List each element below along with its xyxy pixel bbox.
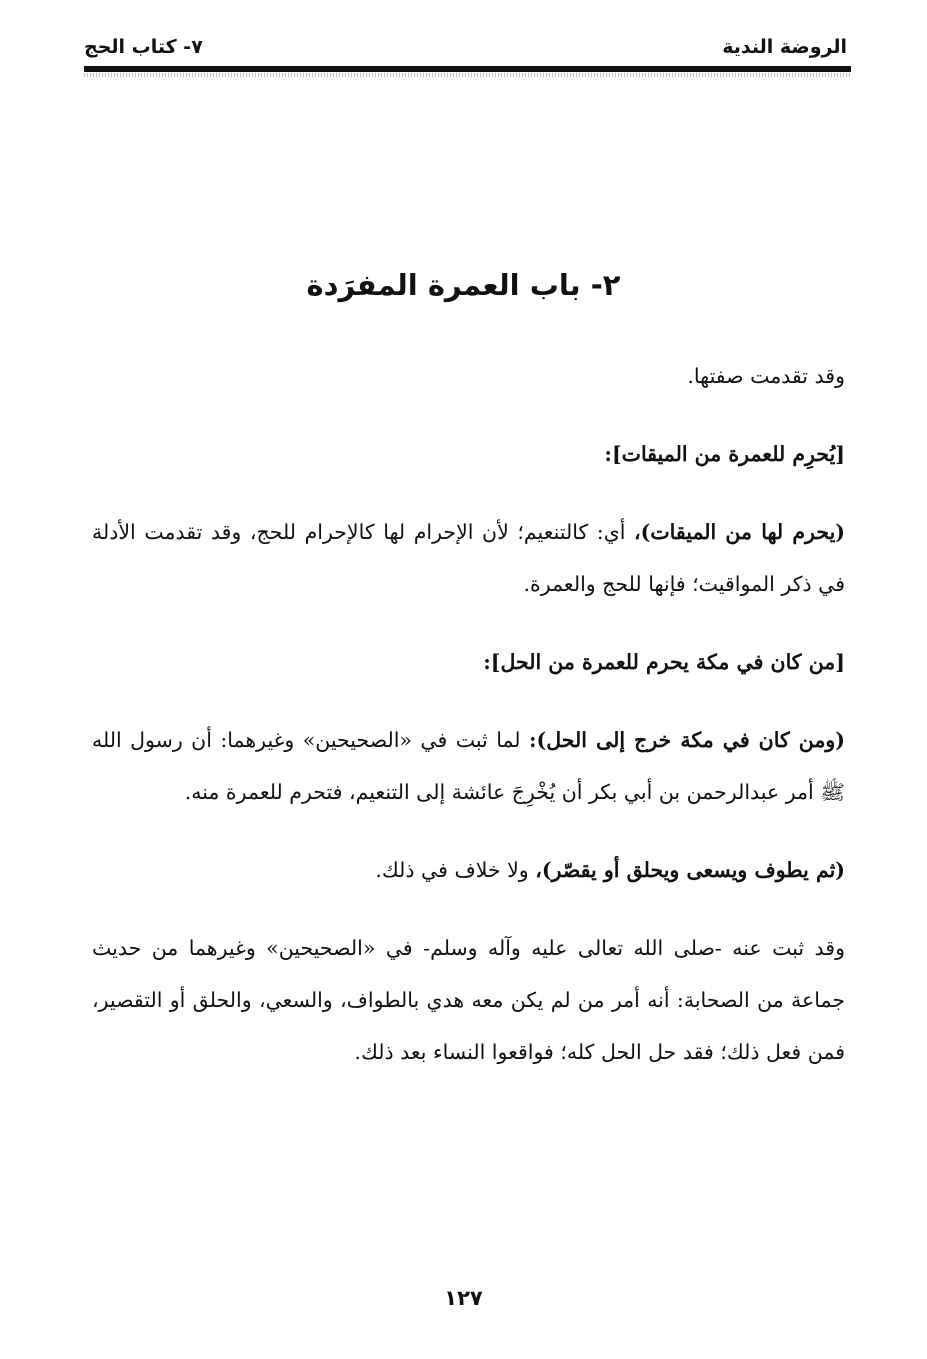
- paragraph-intro: وقد تقدمت صفتها.: [687, 364, 845, 388]
- sharh-miqat: أي: كالتنعيم؛ لأن الإحرام لها كالإحرام للحج، وقد تقدمت الأدلة في ذكر المواقيت؛ فإنها للحج والعمرة.: [92, 520, 845, 596]
- body-text: [92, 350, 845, 1104]
- sharh-tawaf: ولا خلاف في ذلك.: [375, 858, 536, 882]
- paragraph-miqat: [92, 506, 845, 610]
- book-title: الروضة الندية: [722, 36, 847, 58]
- paragraph-hadith: وقد ثبت عنه -صلى الله تعالى عليه وآله وسلم- في «الصحيحين» وغيرهما من حديث جماعة من الصحابة: أنه أمر من لم يكن معه هدي بالطواف، والسعي، والحلق أو التقصير، فمن فعل ذلك؛ فقد حل الحل كله؛ فواقعوا النساء بعد ذلك.: [92, 936, 845, 1064]
- header-rule: [84, 66, 851, 72]
- chapter-title: ٧- كتاب الحج: [84, 36, 203, 58]
- subheading-makkah: [من كان في مكة يحرم للعمرة من الحل]:: [483, 650, 845, 674]
- paragraph-makkah: [92, 714, 845, 818]
- matn-miqat: (يحرم لها من الميقات)،: [634, 520, 845, 544]
- page-number: ١٢٧: [444, 1286, 483, 1310]
- paragraph-tawaf: [92, 844, 845, 896]
- section-title: ٢- باب العمرة المفرَدة: [306, 268, 621, 302]
- matn-tawaf: (ثم يطوف ويسعى ويحلق أو يقصّر)،: [535, 858, 845, 882]
- sharh-makkah: لما ثبت في «الصحيحين» وغيرهما: أن رسول الله ﷺ أمر عبدالرحمن بن أبي بكر أن يُخْرِجَ عائشة إلى التنعيم، فتحرم للعمرة منه.: [92, 728, 845, 804]
- subheading-miqat: [يُحرِم للعمرة من الميقات]:: [604, 442, 845, 466]
- header-rule-shade: [84, 73, 851, 77]
- running-header: [84, 30, 847, 70]
- matn-makkah: (ومن كان في مكة خرج إلى الحل):: [528, 728, 845, 752]
